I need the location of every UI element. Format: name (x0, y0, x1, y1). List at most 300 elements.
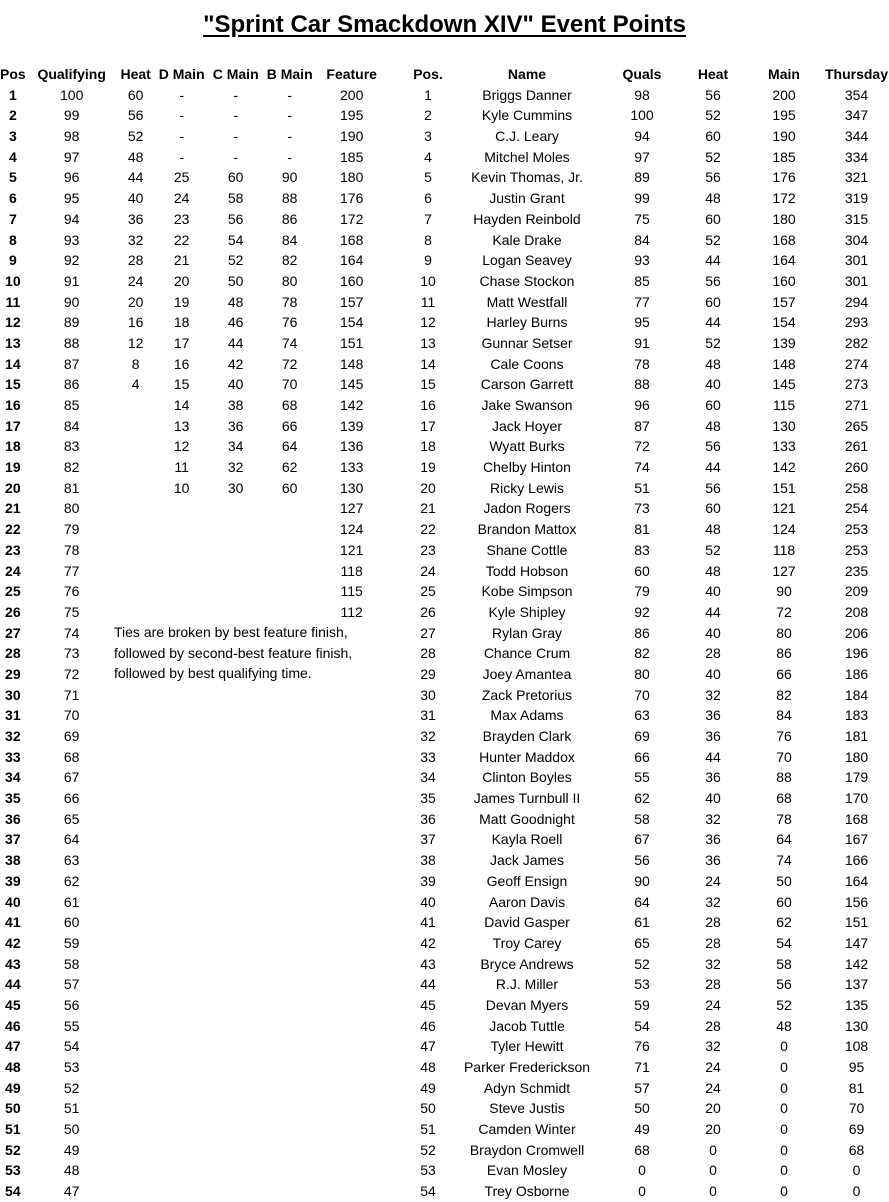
standings-cell: 74 (634, 459, 650, 476)
standings-cell: 147 (844, 934, 869, 951)
points-cell: 25 (5, 583, 21, 600)
points-cell (118, 850, 154, 871)
standings-header-cell: Quals (622, 66, 662, 82)
standings-cell: 60 (634, 562, 650, 579)
standings-cell: 66 (634, 748, 650, 765)
standings-cell: Kyle Cummins (481, 107, 573, 124)
points-cell: 47 (63, 1183, 80, 1200)
points-cell (318, 933, 386, 954)
points-cell: 12 (127, 334, 144, 351)
points-cell (154, 954, 210, 975)
standings-cell: 48 (420, 1059, 436, 1075)
standings-cell: 56 (705, 479, 721, 496)
points-cell: 61 (63, 893, 80, 910)
standings-cell: 6 (424, 190, 432, 207)
standings-cell: 180 (844, 748, 869, 765)
points-cell: - (233, 86, 239, 103)
standings-cell: 51 (634, 479, 650, 496)
points-cell (262, 809, 318, 830)
points-row (0, 1098, 386, 1119)
standings-row (404, 105, 889, 126)
standings-cell: 97 (634, 148, 650, 165)
points-cell: 13 (173, 417, 190, 434)
points-cell: 91 (63, 272, 80, 289)
points-cell: 62 (281, 459, 298, 476)
standings-row (404, 1016, 889, 1037)
standings-cell: 28 (420, 645, 436, 662)
standings-cell: 151 (844, 914, 869, 931)
standings-row (404, 167, 889, 188)
standings-cell: Ricky Lewis (490, 479, 564, 496)
points-row (0, 271, 386, 292)
standings-cell: 40 (705, 665, 721, 682)
points-cell: 23 (5, 541, 21, 558)
standings-row (404, 705, 889, 726)
standings-row (404, 685, 889, 706)
points-cell: 24 (173, 190, 190, 207)
points-cell: 42 (227, 355, 244, 372)
points-cell (210, 602, 262, 623)
points-cell (210, 974, 262, 995)
points-cell (262, 685, 318, 706)
points-cell (118, 1016, 154, 1037)
tiebreak-note (114, 622, 352, 684)
points-cell: 72 (281, 355, 298, 372)
points-cell: 50 (5, 1100, 21, 1117)
standings-cell: 56 (634, 852, 650, 869)
standings-cell: Kayla Roell (491, 831, 563, 848)
standings-cell: Matt Goodnight (479, 810, 575, 827)
standings-cell: Kyle Shipley (488, 603, 566, 620)
points-cell: 180 (340, 169, 364, 186)
points-cell: 71 (63, 686, 80, 703)
points-cell (210, 540, 262, 561)
standings-cell: 63 (634, 707, 650, 724)
standings-row (404, 230, 889, 251)
points-cell (210, 871, 262, 892)
points-cell: 88 (63, 334, 80, 351)
standings-cell: 85 (634, 272, 650, 289)
event-standings-table (404, 64, 889, 1202)
standings-cell: 274 (844, 355, 869, 372)
points-cell: 70 (63, 707, 80, 724)
standings-cell: 58 (776, 955, 792, 972)
points-cell (118, 436, 154, 457)
standings-cell: 0 (780, 1059, 788, 1075)
standings-cell: 52 (705, 148, 721, 165)
points-cell (210, 1160, 262, 1181)
points-header-cell: Feature (326, 66, 377, 82)
standings-cell: 81 (848, 1079, 865, 1096)
standings-cell: 235 (844, 562, 869, 579)
points-cell (262, 581, 318, 602)
standings-row (404, 374, 889, 395)
standings-cell: 78 (634, 355, 650, 372)
points-cell: 21 (173, 252, 190, 269)
standings-cell: 64 (776, 831, 792, 848)
standings-cell: 84 (634, 231, 650, 248)
standings-cell: 44 (705, 252, 721, 269)
points-row (0, 188, 386, 209)
standings-cell: 80 (634, 665, 650, 682)
standings-cell: 40 (420, 893, 436, 910)
standings-cell: 56 (705, 169, 721, 186)
points-cell (210, 561, 262, 582)
standings-cell: 89 (634, 169, 650, 186)
standings-cell: 12 (420, 314, 436, 331)
standings-row (404, 1098, 889, 1119)
standings-header-cell: Main (768, 66, 800, 82)
points-cell: 145 (340, 376, 364, 393)
standings-cell: 59 (634, 996, 650, 1013)
points-cell: 20 (173, 272, 190, 289)
points-cell (210, 519, 262, 540)
points-cell: 157 (340, 293, 364, 310)
standings-cell: Jadon Rogers (483, 500, 571, 517)
points-cell (262, 1057, 318, 1078)
standings-row (404, 209, 889, 230)
standings-cell: 4 (424, 148, 432, 165)
standings-cell: 48 (776, 1017, 792, 1034)
standings-cell: 31 (420, 707, 436, 724)
points-cell: 22 (173, 231, 190, 248)
standings-cell: 99 (634, 190, 650, 207)
standings-cell: 40 (705, 790, 721, 807)
points-cell: 60 (227, 169, 244, 186)
standings-cell: 315 (844, 210, 869, 227)
standings-cell: C.J. Leary (495, 128, 559, 145)
standings-row (404, 188, 889, 209)
points-cell (210, 892, 262, 913)
points-cell: 16 (173, 355, 190, 372)
standings-cell: 36 (705, 831, 721, 848)
points-cell: 70 (281, 376, 298, 393)
points-row (0, 602, 386, 623)
points-cell (210, 767, 262, 788)
points-row (0, 685, 386, 706)
standings-cell: Geoff Ensign (486, 872, 568, 889)
points-cell (154, 1119, 210, 1140)
points-cell: 83 (63, 438, 80, 455)
standings-header-cell: Heat (697, 66, 729, 82)
standings-row (404, 726, 889, 747)
standings-cell: 156 (844, 893, 869, 910)
points-cell (118, 1098, 154, 1119)
standings-cell: 0 (852, 1183, 861, 1200)
points-cell: 80 (63, 500, 80, 517)
standings-cell: 44 (705, 748, 721, 765)
points-cell: 100 (60, 86, 84, 103)
standings-row (404, 147, 889, 168)
points-cell (210, 1181, 262, 1202)
standings-cell: 54 (776, 934, 792, 951)
points-cell: 48 (5, 1059, 21, 1075)
standings-cell: 50 (634, 1100, 650, 1117)
standings-cell: 30 (420, 686, 436, 703)
points-cell: 43 (5, 955, 21, 972)
standings-row (404, 767, 889, 788)
points-row (0, 333, 386, 354)
standings-cell: Cale Coons (490, 355, 564, 372)
standings-cell: 70 (634, 686, 650, 703)
points-cell (154, 809, 210, 830)
points-cell (154, 685, 210, 706)
standings-cell: 72 (634, 438, 650, 455)
points-cell: - (233, 148, 239, 165)
standings-cell: 56 (705, 86, 721, 103)
points-cell: 52 (5, 1141, 21, 1158)
standings-cell: Tyler Hewitt (490, 1038, 564, 1055)
standings-cell: 47 (420, 1038, 436, 1055)
points-cell (154, 581, 210, 602)
points-cell: 37 (5, 831, 21, 848)
standings-cell: 24 (705, 996, 721, 1013)
points-cell: - (287, 148, 293, 165)
standings-cell: 24 (420, 562, 436, 579)
standings-cell: 15 (420, 376, 436, 393)
standings-cell: 32 (705, 686, 721, 703)
standings-cell: 60 (705, 293, 721, 310)
points-cell: 34 (227, 438, 244, 455)
standings-cell: 157 (772, 293, 796, 310)
standings-cell: Kevin Thomas, Jr. (471, 169, 583, 186)
standings-cell: 35 (420, 790, 436, 807)
standings-row (404, 333, 889, 354)
points-cell (262, 995, 318, 1016)
points-cell: - (287, 86, 293, 103)
points-cell: 36 (127, 210, 144, 227)
points-cell: 68 (63, 748, 80, 765)
points-cell (118, 1181, 154, 1202)
standings-cell: 41 (420, 914, 436, 931)
points-cell: - (179, 128, 185, 145)
standings-cell: 76 (634, 1038, 650, 1055)
standings-cell: Brandon Mattox (477, 521, 577, 538)
points-cell (118, 416, 154, 437)
standings-cell: 86 (776, 645, 792, 662)
standings-cell: 137 (844, 976, 869, 993)
standings-header-cell: Thursday (824, 66, 888, 82)
standings-row (404, 1181, 889, 1202)
points-cell: 11 (5, 293, 21, 310)
points-cell: 52 (227, 252, 244, 269)
standings-cell: 60 (705, 397, 721, 413)
standings-cell: 52 (705, 107, 721, 124)
points-cell (154, 602, 210, 623)
standings-cell: 154 (772, 314, 796, 331)
standings-row (404, 871, 889, 892)
points-cell: 118 (340, 562, 363, 579)
standings-cell: 69 (848, 1121, 865, 1138)
points-cell (318, 788, 386, 809)
points-cell: 78 (281, 293, 298, 310)
standings-cell: 167 (844, 831, 869, 848)
points-cell: 55 (63, 1017, 80, 1034)
standings-cell: Logan Seavey (482, 252, 572, 269)
points-cell: 23 (173, 210, 190, 227)
points-cell (118, 1036, 154, 1057)
points-cell (118, 954, 154, 975)
points-cell (262, 954, 318, 975)
points-cell: 12 (5, 314, 21, 331)
standings-cell: 168 (772, 231, 796, 248)
points-row (0, 250, 386, 271)
standings-cell: 77 (634, 293, 650, 310)
standings-cell: 88 (634, 376, 650, 393)
points-row (0, 1181, 386, 1202)
standings-cell: 45 (420, 996, 436, 1013)
standings-row (404, 912, 889, 933)
points-cell: 92 (63, 252, 80, 269)
points-cell: 80 (281, 272, 298, 289)
points-cell (318, 995, 386, 1016)
points-cell: 9 (8, 252, 17, 269)
standings-cell: 282 (844, 334, 869, 351)
points-cell: 19 (173, 293, 190, 310)
points-cell: 44 (5, 976, 21, 993)
points-cell: 22 (5, 521, 21, 538)
points-cell: 124 (340, 521, 364, 538)
standings-cell: 13 (420, 334, 436, 351)
tiebreak-note-line: followed by best qualifying time. (114, 665, 312, 682)
standings-cell: 127 (772, 562, 796, 579)
points-cell (118, 519, 154, 540)
standings-cell: 135 (844, 996, 869, 1013)
points-cell (118, 892, 154, 913)
points-cell (210, 581, 262, 602)
standings-cell: 68 (848, 1141, 865, 1158)
points-row (0, 292, 386, 313)
points-cell (262, 767, 318, 788)
standings-cell: 321 (844, 169, 869, 186)
points-cell: 176 (340, 190, 364, 207)
points-row (0, 767, 386, 788)
standings-cell: 36 (705, 852, 721, 869)
points-cell: - (179, 86, 185, 103)
standings-row (404, 271, 889, 292)
standings-row (404, 974, 889, 995)
standings-cell: Todd Hobson (485, 562, 569, 579)
points-cell (154, 1057, 210, 1078)
points-cell (210, 1016, 262, 1037)
points-cell: 87 (63, 355, 80, 372)
points-cell (262, 788, 318, 809)
standings-cell: 304 (844, 231, 869, 248)
standings-cell: 22 (420, 521, 436, 538)
standings-cell: Jake Swanson (481, 397, 573, 413)
standings-cell: Trey Osborne (484, 1183, 570, 1200)
standings-cell: 56 (776, 976, 792, 993)
standings-cell: 14 (420, 355, 436, 372)
points-cell: 54 (227, 231, 244, 248)
standings-cell: 95 (848, 1059, 865, 1075)
standings-cell: Kobe Simpson (481, 583, 573, 600)
standings-cell: 40 (705, 376, 721, 393)
points-cell: 32 (5, 728, 21, 744)
points-cell: 90 (281, 169, 298, 186)
points-cell (118, 767, 154, 788)
standings-cell: 44 (705, 314, 721, 331)
points-cell (318, 1057, 386, 1078)
standings-cell: 38 (420, 852, 436, 869)
points-cell (210, 1036, 262, 1057)
standings-cell: 179 (844, 769, 869, 786)
points-cell: 27 (5, 624, 21, 641)
standings-cell: 52 (776, 996, 792, 1013)
standings-cell: 53 (420, 1162, 436, 1179)
points-header-cell: Heat (120, 66, 151, 82)
points-cell: 62 (63, 872, 80, 889)
points-cell (210, 498, 262, 519)
standings-row (404, 519, 889, 540)
standings-cell: 40 (705, 624, 721, 641)
standings-cell: 68 (776, 790, 792, 807)
points-cell (118, 1160, 154, 1181)
points-cell: 77 (63, 562, 80, 579)
standings-cell: 57 (634, 1079, 650, 1096)
points-cell: 73 (63, 645, 80, 662)
standings-row (404, 954, 889, 975)
points-row (0, 747, 386, 768)
points-cell (154, 540, 210, 561)
points-row (0, 829, 386, 850)
standings-cell: 93 (634, 252, 650, 269)
points-cell (318, 747, 386, 768)
points-cell: 25 (173, 169, 190, 186)
standings-cell: 24 (705, 872, 721, 889)
points-cell: 16 (5, 397, 21, 413)
standings-cell: 82 (634, 645, 650, 662)
points-cell: 64 (63, 831, 80, 848)
points-cell: 78 (63, 541, 80, 558)
points-cell: 33 (5, 748, 21, 765)
standings-cell: 20 (420, 479, 436, 496)
standings-cell: 121 (772, 500, 796, 517)
standings-row (404, 581, 889, 602)
standings-cell: 185 (772, 148, 796, 165)
points-cell (210, 829, 262, 850)
points-cell: 46 (227, 314, 244, 331)
points-cell: 164 (340, 252, 364, 269)
standings-cell: 52 (705, 334, 721, 351)
points-cell: 58 (63, 955, 80, 972)
points-cell: 88 (281, 190, 298, 207)
points-cell: 20 (127, 293, 144, 310)
standings-cell: 43 (420, 955, 436, 972)
points-cell: 44 (127, 169, 144, 186)
standings-row (404, 416, 889, 437)
standings-cell: 0 (780, 1121, 788, 1138)
points-cell (154, 892, 210, 913)
standings-cell: Chase Stockon (479, 272, 575, 289)
standings-cell: Clinton Boyles (482, 769, 572, 786)
points-cell: 53 (5, 1162, 21, 1179)
points-cell: 3 (8, 128, 17, 145)
points-cell: 14 (5, 355, 21, 372)
standings-cell: 5 (424, 169, 432, 186)
standings-cell: 60 (705, 210, 721, 227)
points-cell (118, 933, 154, 954)
points-cell: 48 (227, 293, 244, 310)
standings-cell: 88 (776, 769, 792, 786)
standings-cell: 44 (420, 976, 436, 993)
points-cell (318, 767, 386, 788)
standings-cell: 91 (634, 334, 650, 351)
points-cell (154, 933, 210, 954)
points-cell (118, 540, 154, 561)
standings-cell: 301 (844, 252, 869, 269)
points-cell (318, 1036, 386, 1057)
